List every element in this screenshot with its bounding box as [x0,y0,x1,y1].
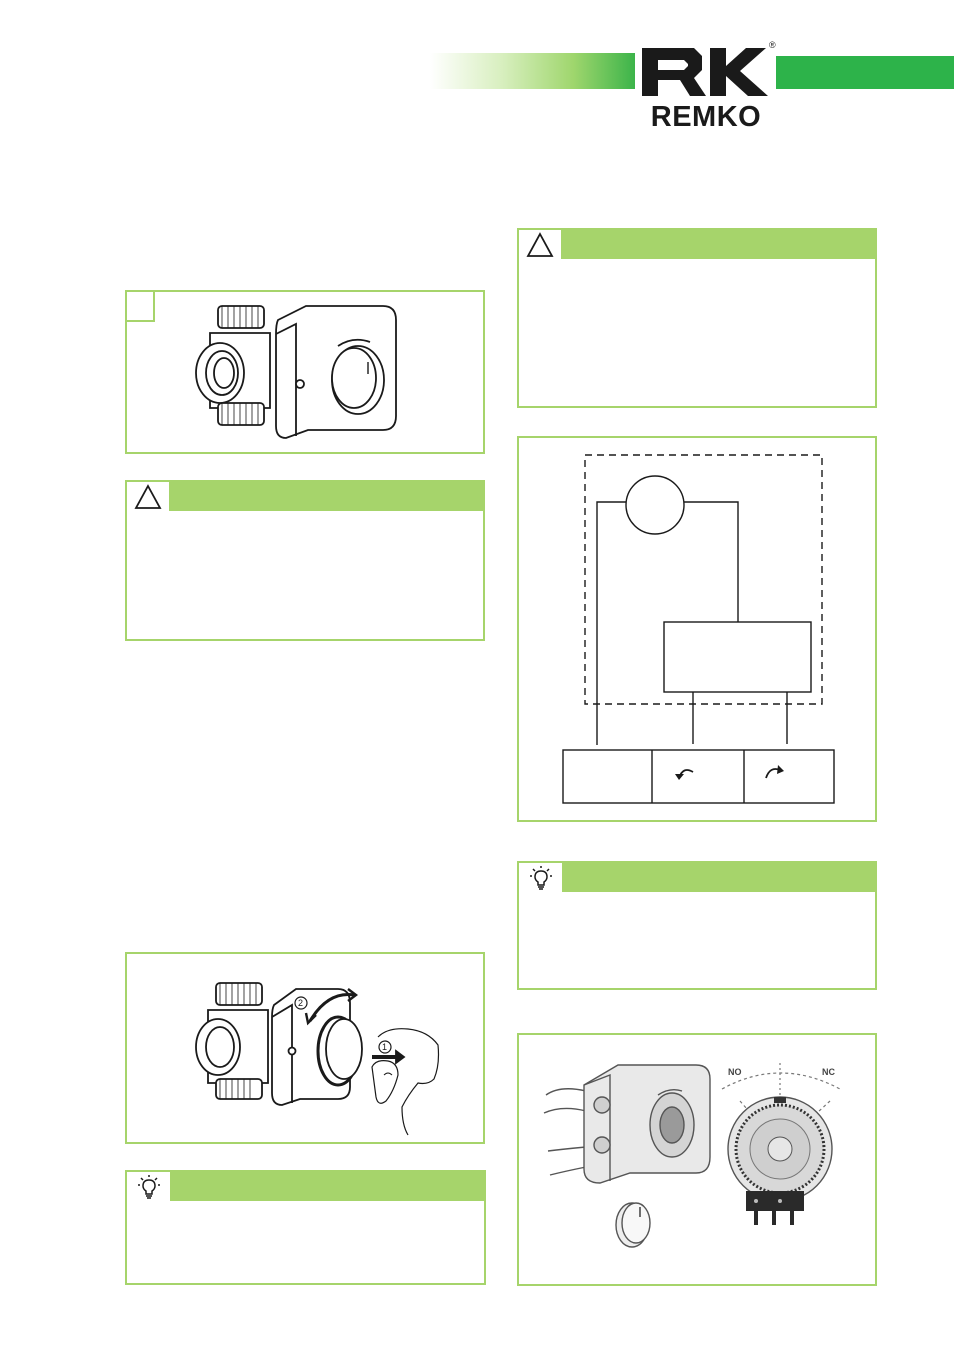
nc-label: NC [822,1067,835,1077]
terminal-block [563,750,834,803]
figure-number-box [127,292,155,322]
valve-actuator-drawing [188,298,403,443]
note-header [127,482,483,511]
motor-symbol [626,476,684,534]
header-gradient-band [430,53,635,89]
rotate-clockwise-icon [766,765,784,778]
tip-note-right [517,861,877,990]
warning-triangle-icon [134,484,162,510]
actuator-internals-drawing [540,1055,860,1267]
control-unit-box [664,622,811,692]
rotate-counterclockwise-icon [675,770,693,780]
note-header [519,230,875,259]
logo-wordmark: REMKO [650,101,762,133]
note-header [519,863,875,892]
registered-mark: ® [769,40,776,50]
warning-note-right [517,228,877,408]
actuator-enclosure [585,455,822,704]
manual-override-drawing [188,975,448,1137]
wiring-diagram [519,438,875,820]
step-1-label: 1 [382,1042,388,1052]
header-green-bar [770,56,954,89]
note-header [127,1172,484,1201]
lightbulb-icon [137,1174,161,1200]
lightbulb-icon [529,865,553,891]
remko-logo [636,40,776,132]
warning-note-left [125,480,485,641]
tip-note-left [125,1170,486,1285]
step-2-label: 2 [298,998,304,1008]
no-label: NO [728,1067,742,1077]
warning-triangle-icon [526,232,554,258]
